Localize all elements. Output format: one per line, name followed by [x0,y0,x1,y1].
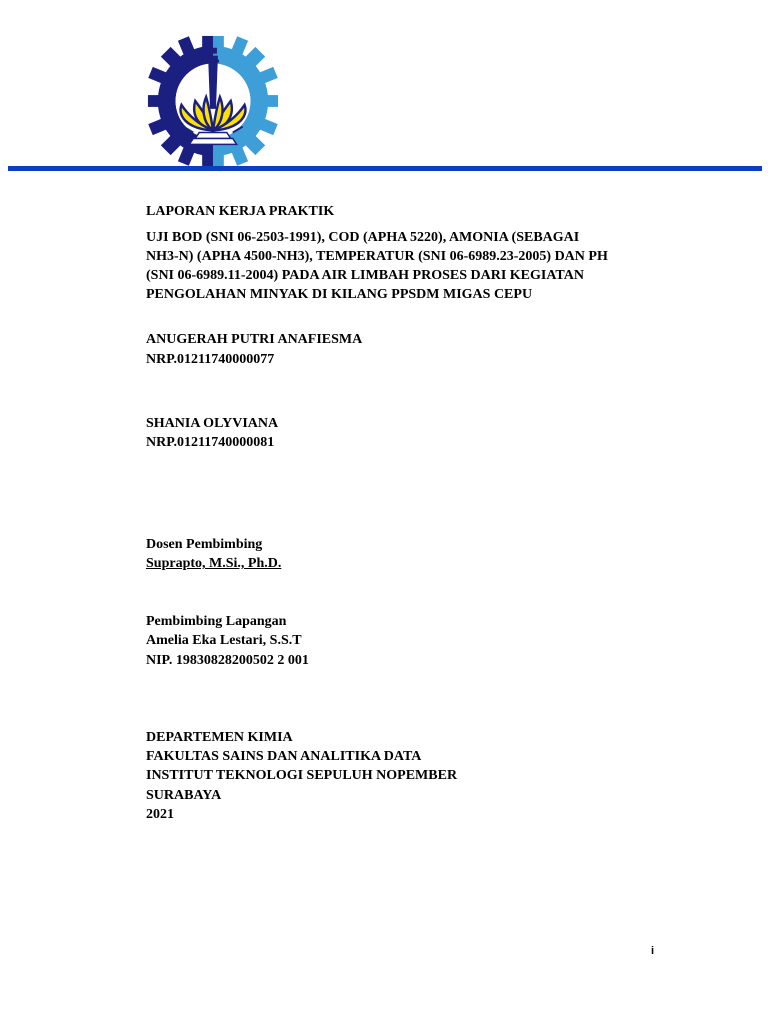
report-type: LAPORAN KERJA PRAKTIK [146,204,335,219]
report-title [146,228,666,304]
author-nrp: NRP.01211740000081 [146,435,275,450]
university: INSTITUT TEKNOLOGI SEPULUH NOPEMBER [146,768,458,783]
supervisor-name: Suprapto, M.Si., Ph.D. [146,556,282,571]
report-title-line: UJI BOD (SNI 06-2503-1991), COD (APHA 5220), AMONIA (SEBAGAI [146,230,580,245]
field-supervisor-label: Pembimbing Lapangan [146,614,287,629]
faculty: FAKULTAS SAINS DAN ANALITIKA DATA [146,749,422,764]
field-supervisor-nip: NIP. 19830828200502 2 001 [146,653,309,668]
report-title-line: NH3-N) (APHA 4500-NH3), TEMPERATUR (SNI 06-6989.23-2005) DAN PH [146,249,608,264]
header-rule [8,166,762,171]
its-logo [144,32,282,170]
department: DEPARTEMEN KIMIA [146,730,293,745]
author-name: ANUGERAH PUTRI ANAFIESMA [146,332,363,347]
report-title-line: (SNI 06-6989.11-2004) PADA AIR LIMBAH PROSES DARI KEGIATAN [146,268,584,283]
city: SURABAYA [146,788,222,803]
supervisor-label: Dosen Pembimbing [146,537,263,552]
field-supervisor-name: Amelia Eka Lestari, S.S.T [146,633,302,648]
author-name: SHANIA OLYVIANA [146,416,279,431]
report-title-line: PENGOLAHAN MINYAK DI KILANG PPSDM MIGAS CEPU [146,287,533,302]
page-number: i [651,945,655,957]
author-nrp: NRP.01211740000077 [146,352,275,367]
its-logo-icon [144,32,282,170]
year: 2021 [146,807,174,822]
